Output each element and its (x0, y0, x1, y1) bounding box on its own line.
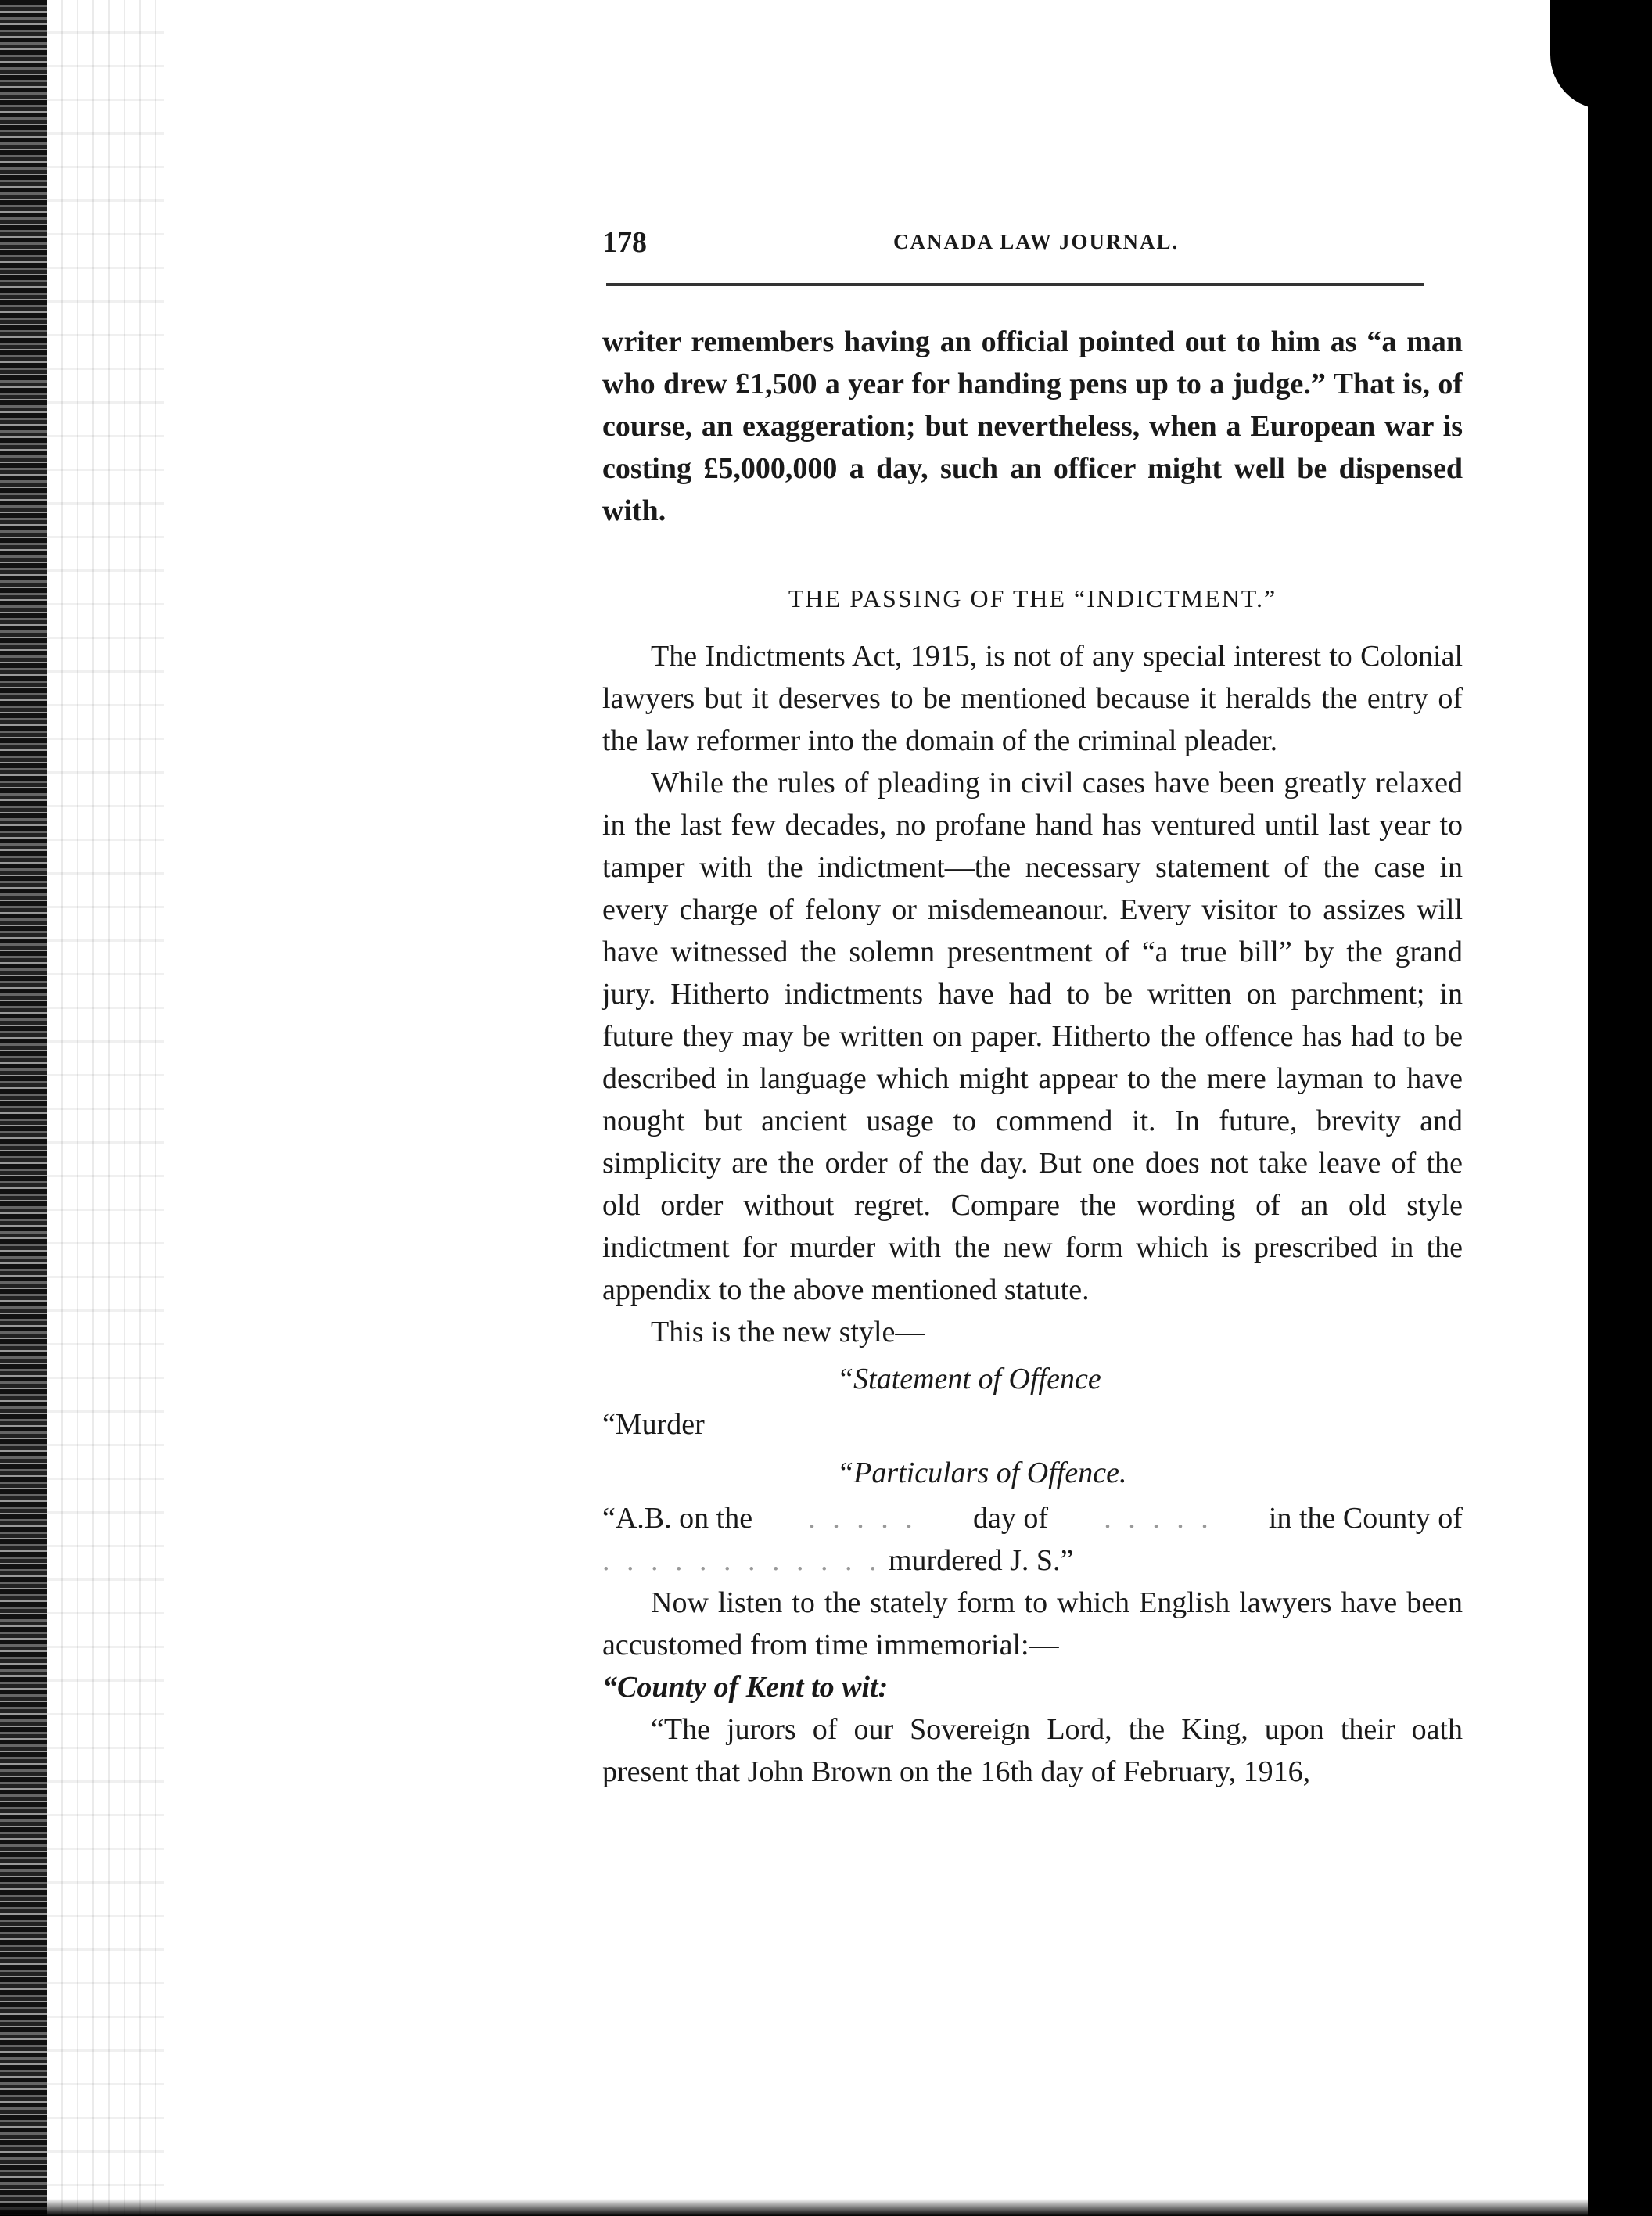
paragraph-jurors: “The jurors of our Sovereign Lord, the King, upon their oath present that John Brown on the 16th day of February, 1916, (602, 1713, 1463, 1788)
particulars-of-offence-heading: “Particulars of Offence. (837, 1456, 1127, 1489)
paragraph-new-style: This is the new style— (651, 1316, 925, 1349)
murder-line: “Murder (602, 1408, 705, 1441)
header-rule (606, 283, 1424, 286)
ab-line (602, 1497, 1463, 1539)
scan-right-edge (1588, 0, 1652, 2216)
page-body (602, 321, 1463, 1793)
journal-title: CANADA LAW JOURNAL. (893, 230, 1180, 253)
scan-page-curl (1550, 0, 1605, 110)
murdered-line (602, 1539, 1463, 1582)
county-of-kent-heading: “County of Kent to wit: (602, 1671, 889, 1704)
scan-bottom-edge (0, 2199, 1652, 2216)
ab-line-left: “A.B. on the (602, 1502, 753, 1535)
statement-of-offence-heading: “Statement of Offence (837, 1363, 1101, 1395)
blank-month: . . . . . (1104, 1502, 1213, 1535)
page-number: 178 (602, 226, 647, 259)
paragraph-rules-of-pleading: While the rules of pleading in civil cases have been greatly relaxed in the last few decades, no profane hand has ventured until last year to tamper with the indictment—the necessary statement of the case in every charge of felony or misdemeanour. Every visitor to assizes will have witnessed the solemn presentment of “a true bill” by the grand jury. Hitherto indictments have had to be written on parchment; in future they may be written on paper. Hitherto the offence has had to be described in language which might appear to the mere layman to have nought but ancient usage to commend it. In future, brevity and simplicity are the order of the day. But one does not take leave of the old order without regret. Compare the wording of an old style indictment for murder with the new form which is prescribed in the appendix to the above mentioned statute. (602, 767, 1463, 1306)
murdered-text: murdered J. S.” (889, 1544, 1074, 1577)
paragraph-stately-form: Now listen to the stately form to which English lawyers have been accustomed from time immemorial:— (602, 1586, 1463, 1661)
ab-line-mid: day of (972, 1502, 1049, 1535)
paragraph-indictments-act: The Indictments Act, 1915, is not of any special interest to Colonial lawyers but it deserves to be mentioned because it heralds the entry of the law reformer into the domain of the criminal pleader. (602, 640, 1463, 757)
blank-day: . . . . . (808, 1502, 918, 1535)
scan-speckle (47, 0, 164, 2216)
section-heading: THE PASSING OF THE “INDICTMENT.” (788, 584, 1277, 612)
paragraph-continued: writer remembers having an official pointed out to him as “a man who drew £1,500 a year for handing pens up to a judge.” That is, of course, an exaggeration; but nevertheless, when a European war is costing £5,000,000 a day, such an officer might well be dispensed with. (602, 325, 1463, 527)
page-header (602, 225, 1463, 272)
blank-county: . . . . . . . . . . . . (602, 1544, 882, 1577)
ab-line-right: in the County of (1268, 1502, 1463, 1535)
scan-binding-edge (0, 0, 47, 2216)
